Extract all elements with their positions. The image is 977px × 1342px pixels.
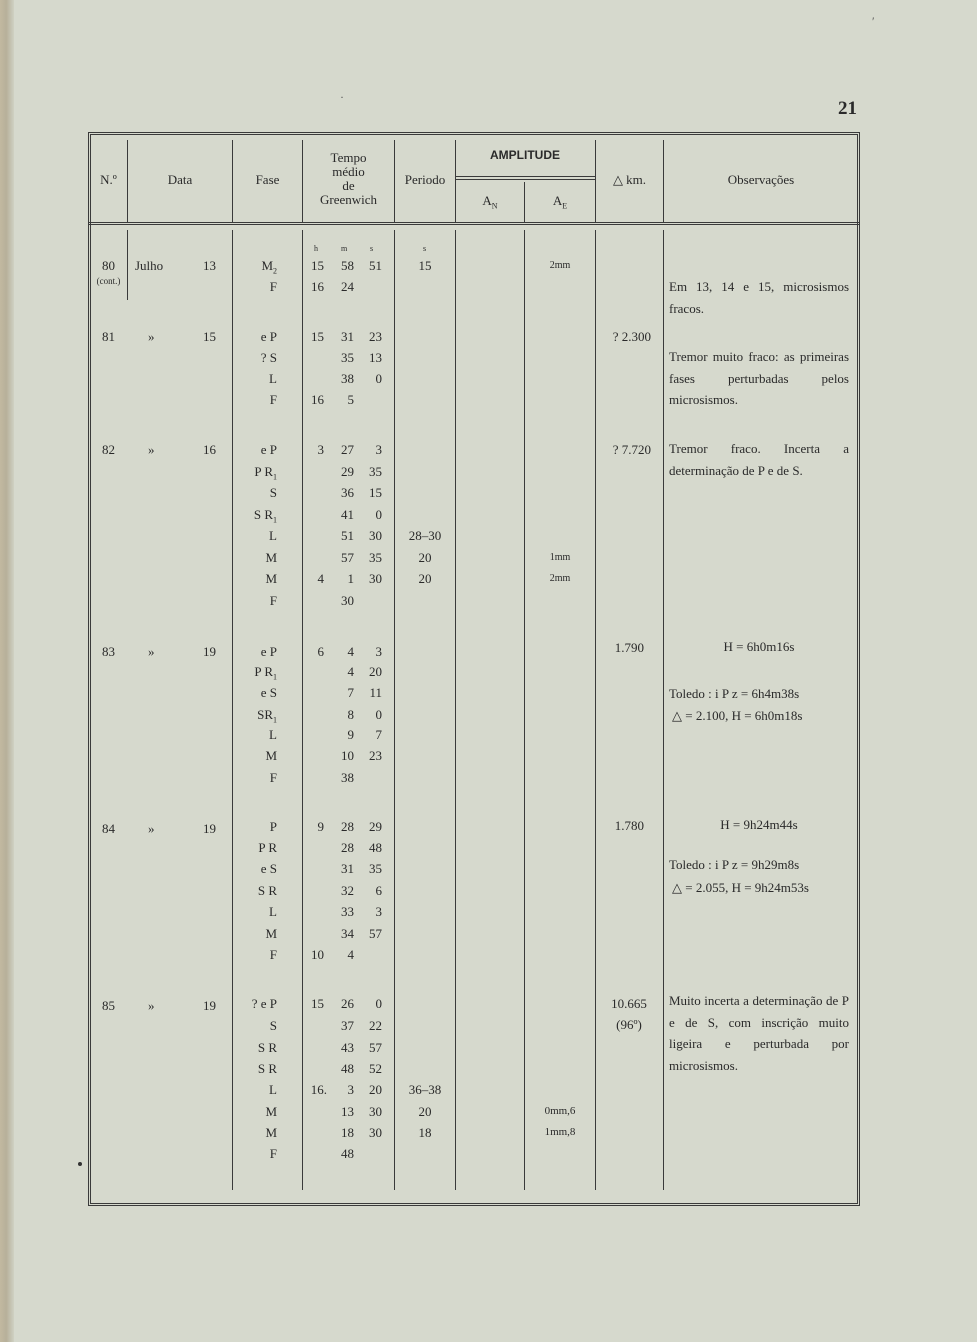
event-number: 84: [102, 821, 115, 836]
header-observations: Observações: [727, 172, 795, 187]
amplitude-ae-cell: 2mm: [549, 573, 571, 584]
observation-text: Tremor fraco. Incerta a determinação de P e de S.: [669, 441, 849, 478]
observation-delta: △ = 2.055, H = 9h24m53s: [672, 880, 809, 895]
seconds-cell: 0: [375, 507, 382, 522]
minutes-cell: 13: [341, 1104, 354, 1119]
paper-speck: ′: [872, 14, 875, 28]
minutes-cell: 9: [347, 727, 354, 742]
period-cell: 15: [418, 258, 432, 273]
observation-toledo: Toledo : i P z = 6h4m38s: [669, 686, 800, 701]
minutes-cell: 1: [347, 571, 354, 586]
phase-cell: S R: [257, 1061, 277, 1076]
hours-cell: 6: [317, 644, 324, 659]
amplitude-rule: [455, 179, 595, 180]
col-divider: [127, 230, 128, 300]
amplitude-ae-cell: 1mm: [549, 552, 571, 563]
header-phase: Fase: [255, 172, 280, 187]
page-number: 21: [838, 98, 857, 119]
hours-cell: 16: [311, 279, 324, 294]
col-divider: [394, 230, 395, 1190]
event-number: 83: [102, 644, 115, 659]
minutes-cell: 33: [341, 904, 354, 919]
minutes-cell: 41: [341, 507, 354, 522]
ink-dot: [78, 1162, 82, 1166]
seconds-cell: 0: [375, 371, 382, 386]
seconds-cell: 30: [369, 1125, 382, 1140]
seconds-cell: 57: [369, 926, 382, 941]
seconds-cell: 3: [375, 904, 382, 919]
minutes-cell: 32: [341, 883, 354, 898]
event-number: 81: [102, 329, 115, 344]
event-number-note: (cont.): [96, 276, 121, 286]
unit-seconds: s: [370, 244, 374, 253]
minutes-cell: 5: [347, 392, 354, 407]
minutes-cell: 38: [341, 371, 354, 386]
event-month: »: [148, 644, 155, 659]
amplitude-ae-cell: 0mm,6: [544, 1105, 576, 1117]
observation-delta: △ = 2.100, H = 6h0m18s: [672, 708, 803, 723]
seconds-cell: 22: [369, 1018, 382, 1033]
seconds-cell: 29: [369, 819, 382, 834]
phase-cell: F: [269, 392, 277, 407]
minutes-cell: 51: [341, 528, 354, 543]
seconds-cell: 6: [375, 883, 382, 898]
phase-cell: M: [265, 550, 277, 565]
hours-cell: 15: [311, 329, 324, 344]
period-cell: 20: [418, 550, 432, 565]
col-divider: [455, 230, 456, 1190]
col-divider: [302, 230, 303, 1190]
phase-cell: M: [265, 748, 277, 763]
minutes-cell: 31: [341, 329, 354, 344]
phase-cell: P: [269, 819, 277, 834]
minutes-cell: 4: [347, 664, 354, 679]
phase-cell: ? e P: [251, 996, 277, 1011]
seconds-cell: 48: [369, 840, 382, 855]
delta-km-cell: 1.790: [614, 640, 644, 655]
phase-cell: S R: [257, 1040, 277, 1055]
phase-cell: S $R_1$: [253, 507, 277, 525]
seconds-cell: 0: [375, 707, 382, 722]
minutes-cell: 48: [341, 1061, 354, 1076]
minutes-cell: 8: [347, 707, 354, 722]
phase-cell: M: [265, 571, 277, 586]
period-cell: 36–38: [408, 1082, 442, 1097]
seconds-cell: 7: [375, 727, 382, 742]
col-divider: [524, 230, 525, 1190]
hours-cell: 10: [311, 947, 324, 962]
phase-cell: L: [269, 528, 277, 543]
seconds-cell: 15: [369, 485, 382, 500]
phase-cell: L: [269, 904, 277, 919]
phase-cell: M: [265, 1125, 277, 1140]
header-date: Data: [167, 172, 193, 187]
phase-cell: L: [269, 1082, 277, 1097]
col-divider: [595, 230, 596, 1190]
minutes-cell: 28: [341, 840, 354, 855]
header-delta: △ km.: [612, 172, 647, 187]
minutes-cell: 27: [341, 442, 354, 457]
delta-degrees-cell: (96º): [616, 1017, 642, 1032]
minutes-cell: 36: [341, 485, 354, 500]
minutes-cell: 30: [341, 593, 354, 608]
seconds-cell: 3: [375, 442, 382, 457]
seconds-cell: 20: [369, 1082, 382, 1097]
header-ae: $A_E$: [552, 193, 568, 211]
phase-cell: e P: [260, 644, 277, 659]
minutes-cell: 4: [347, 947, 354, 962]
seconds-cell: 51: [369, 258, 382, 273]
seconds-cell: 57: [369, 1040, 382, 1055]
header-period: Periodo: [404, 172, 446, 187]
phase-cell: P R: [258, 840, 277, 855]
hours-cell: 15: [311, 258, 324, 273]
minutes-cell: 37: [341, 1018, 354, 1033]
phase-cell: F: [269, 279, 277, 294]
minutes-cell: 31: [341, 861, 354, 876]
book-binding-edge: [0, 0, 14, 1342]
observation-text: Em 13, 14 e 15, microsismos fracos.: [669, 279, 849, 316]
event-day: 16: [203, 442, 216, 457]
delta-km-cell: 1.780: [614, 818, 644, 833]
seconds-cell: 30: [369, 1104, 382, 1119]
minutes-cell: 26: [341, 996, 354, 1011]
event-day: 15: [203, 329, 216, 344]
unit-minutes: m: [341, 244, 348, 253]
minutes-cell: 58: [341, 258, 354, 273]
amplitude-ae-cell: 2mm: [549, 260, 571, 271]
minutes-cell: 3: [347, 1082, 354, 1097]
phase-cell: P $R_1$: [254, 464, 277, 482]
amplitude-rule: [455, 176, 595, 177]
seconds-cell: 23: [369, 748, 382, 763]
unit-period: s: [423, 244, 427, 253]
phase-cell: e S: [260, 861, 277, 876]
minutes-cell: 48: [341, 1146, 354, 1161]
seconds-cell: 13: [369, 350, 382, 365]
hours-cell: 9: [317, 819, 324, 834]
phase-cell: e S: [260, 685, 277, 700]
delta-km-cell: 10.665: [611, 996, 647, 1011]
phase-cell: $M_2$: [261, 258, 277, 276]
hours-cell: 16: [311, 392, 324, 407]
minutes-cell: 10: [341, 748, 354, 763]
event-day: 13: [203, 258, 216, 273]
phase-cell: P $R_1$: [254, 664, 277, 682]
phase-cell: M: [265, 926, 277, 941]
seconds-cell: 20: [369, 664, 382, 679]
phase-cell: M: [265, 1104, 277, 1119]
period-cell: 28–30: [408, 528, 442, 543]
seconds-cell: 11: [369, 685, 382, 700]
unit-hours: h: [314, 244, 318, 253]
minutes-cell: 18: [341, 1125, 354, 1140]
event-month: »: [148, 329, 155, 344]
event-day: 19: [203, 821, 216, 836]
seconds-cell: 30: [369, 571, 382, 586]
phase-cell: S: [269, 485, 277, 500]
hours-cell: 3: [317, 442, 324, 457]
period-cell: 18: [418, 1125, 432, 1140]
paper-speck: ·: [340, 90, 344, 104]
period-cell: 20: [418, 1104, 432, 1119]
phase-cell: F: [269, 593, 277, 608]
observation-origin-time: H = 6h0m16s: [723, 639, 795, 654]
observation-toledo: Toledo : i P z = 9h29m8s: [669, 857, 800, 872]
minutes-cell: 34: [341, 926, 354, 941]
header-amplitude: AMPLITUDE: [490, 148, 560, 162]
amplitude-ae-cell: 1mm,8: [544, 1126, 576, 1138]
event-month: »: [148, 998, 155, 1013]
phase-cell: L: [269, 727, 277, 742]
phase-cell: S R: [257, 883, 277, 898]
phase-cell: F: [269, 1146, 277, 1161]
event-month: »: [148, 442, 155, 457]
header-rule: [88, 222, 860, 225]
hours-cell: 16.: [310, 1082, 327, 1097]
seconds-cell: 52: [369, 1061, 382, 1076]
minutes-cell: 28: [341, 819, 354, 834]
minutes-cell: 4: [347, 644, 354, 659]
hours-cell: 15: [311, 996, 324, 1011]
phase-cell: L: [269, 371, 277, 386]
observation-origin-time: H = 9h24m44s: [720, 817, 798, 832]
phase-cell: F: [269, 770, 277, 785]
hours-cell: 4: [317, 571, 324, 586]
event-number: 80: [102, 258, 115, 273]
minutes-cell: 24: [341, 279, 354, 294]
minutes-cell: 35: [341, 350, 354, 365]
observation-text: Tremor muito fraco: as primeiras fases perturbadas pelos microsismos.: [669, 349, 849, 407]
seconds-cell: 35: [369, 861, 382, 876]
period-cell: 20: [418, 571, 432, 586]
header-an: $A_N$: [482, 193, 498, 211]
seconds-cell: 3: [375, 644, 382, 659]
seconds-cell: 35: [369, 550, 382, 565]
minutes-cell: 43: [341, 1040, 354, 1055]
minutes-cell: 7: [347, 685, 354, 700]
phase-cell: $SR_1$: [257, 707, 277, 725]
col-divider: [663, 230, 664, 1190]
header-num: N.º: [100, 172, 117, 187]
seconds-cell: 35: [369, 464, 382, 479]
event-month: Julho: [135, 258, 164, 273]
seconds-cell: 30: [369, 528, 382, 543]
event-number: 85: [102, 998, 115, 1013]
minutes-cell: 57: [341, 550, 354, 565]
minutes-cell: 29: [341, 464, 354, 479]
seconds-cell: 23: [369, 329, 382, 344]
event-number: 82: [102, 442, 115, 457]
phase-cell: e P: [260, 442, 277, 457]
phase-cell: F: [269, 947, 277, 962]
seconds-cell: 0: [375, 996, 382, 1011]
observation-text: Muito incerta a determinação de P e de S, com inscrição muito ligeira e perturbada por microsismos.: [669, 993, 849, 1073]
phase-cell: S: [269, 1018, 277, 1033]
phase-cell: ? S: [260, 350, 277, 365]
event-day: 19: [203, 998, 216, 1013]
phase-cell: e P: [260, 329, 277, 344]
header-time: Tempo médio de Greenwich: [319, 150, 378, 207]
delta-km-cell: ? 2.300: [612, 329, 651, 344]
event-day: 19: [203, 644, 216, 659]
event-month: »: [148, 821, 155, 836]
delta-km-cell: ? 7.720: [612, 442, 651, 457]
minutes-cell: 38: [341, 770, 354, 785]
